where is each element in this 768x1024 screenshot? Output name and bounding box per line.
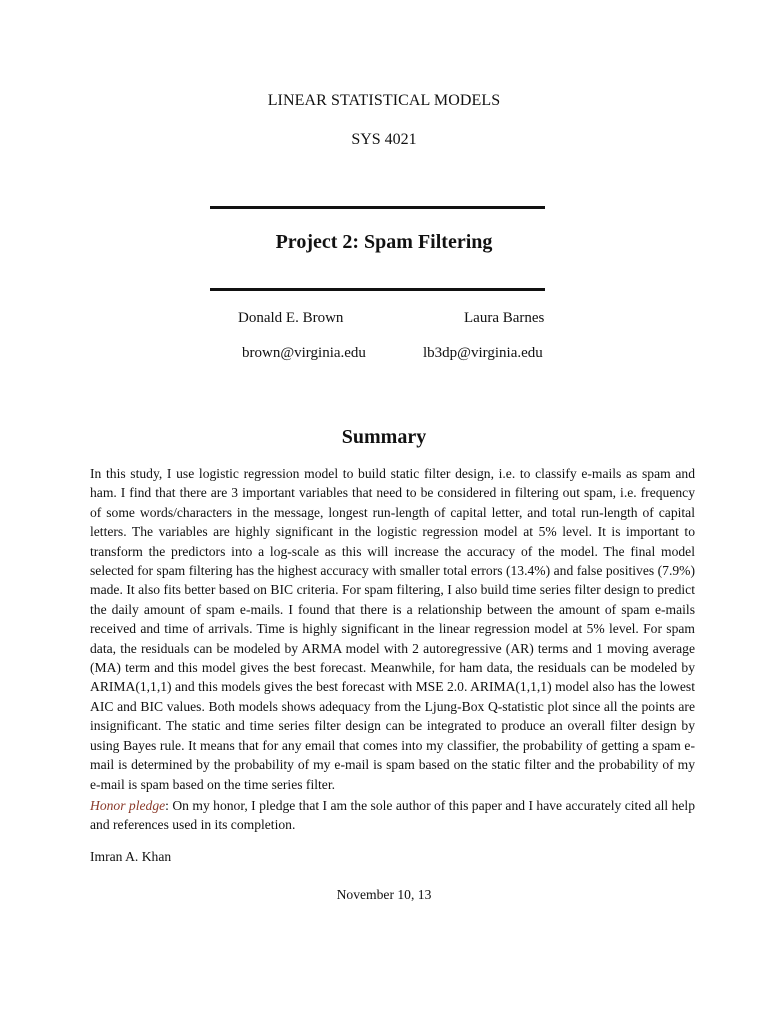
title-rule-top (210, 206, 545, 209)
course-code: SYS 4021 (351, 131, 417, 148)
author-1-email: brown@virginia.edu (242, 345, 366, 361)
summary-paragraph: In this study, I use logistic regression model to build static filter design, i.e. to classify e-mails as spam and ham. I find that there are 3 important variables that need to be considered in filtering out spam, i.e. frequency of some words/characters in the message, longest run-length of capital letter, and total run-length of capital letters. The variables are highly significant in the logistic regression model at 5% level. It is important to transform the predictors into a log-scale as this will increase the accuracy of the model. The final model selected for spam filtering has the highest accuracy with smaller total errors (13.4%) and false positives (7.9%) made. It also fits better based on BIC criteria. For spam filtering, I also build time series filter design to predict the daily amount of spam e-mails. I found that there is a relationship between the amount of spam e-mails received and time of arrivals. Time is highly significant in the linear regression model at 5% level. For spam data, the residuals can be modeled by ARMA model with 2 autoregressive (AR) terms and 1 moving average (MA) term and this model gives the best forecast. Meanwhile, for ham data, the residuals can be modeled by ARIMA(1,1,1) and this models gives the best forecast with MSE 2.0. ARIMA(1,1,1) model also has the lowest AIC and BIC values. Both models shows adequacy from the Ljung-Box Q-statistic plot since all the points are insignificant. The static and time series filter design can be integrated to produce an overall filter design by using Bayes rule. It means that for any email that comes into my classifier, the probability of getting a spam e-mail is determined by the probability of my e-mail is spam based on the static filter and the probability of my e-mail is spam based on the time series filter. (90, 466, 695, 792)
honor-pledge-text: : On my honor, I pledge that I am the sole author of this paper and I have accurately cited all help and references used in its completion. (90, 798, 695, 833)
author-1-name: Donald E. Brown (238, 310, 344, 326)
summary-heading: Summary (341, 426, 427, 448)
author-2-email: lb3dp@virginia.edu (423, 345, 543, 361)
document-date: November 10, 13 (336, 887, 432, 902)
title-rule-bottom (210, 288, 545, 291)
honor-pledge (90, 796, 695, 835)
signature-name: Imran A. Khan (90, 849, 172, 864)
honor-pledge-label: Honor pledge (90, 798, 166, 813)
course-title: LINEAR STATISTICAL MODELS (267, 92, 501, 109)
author-2-name: Laura Barnes (464, 310, 545, 326)
project-title: Project 2: Spam Filtering (275, 231, 493, 253)
